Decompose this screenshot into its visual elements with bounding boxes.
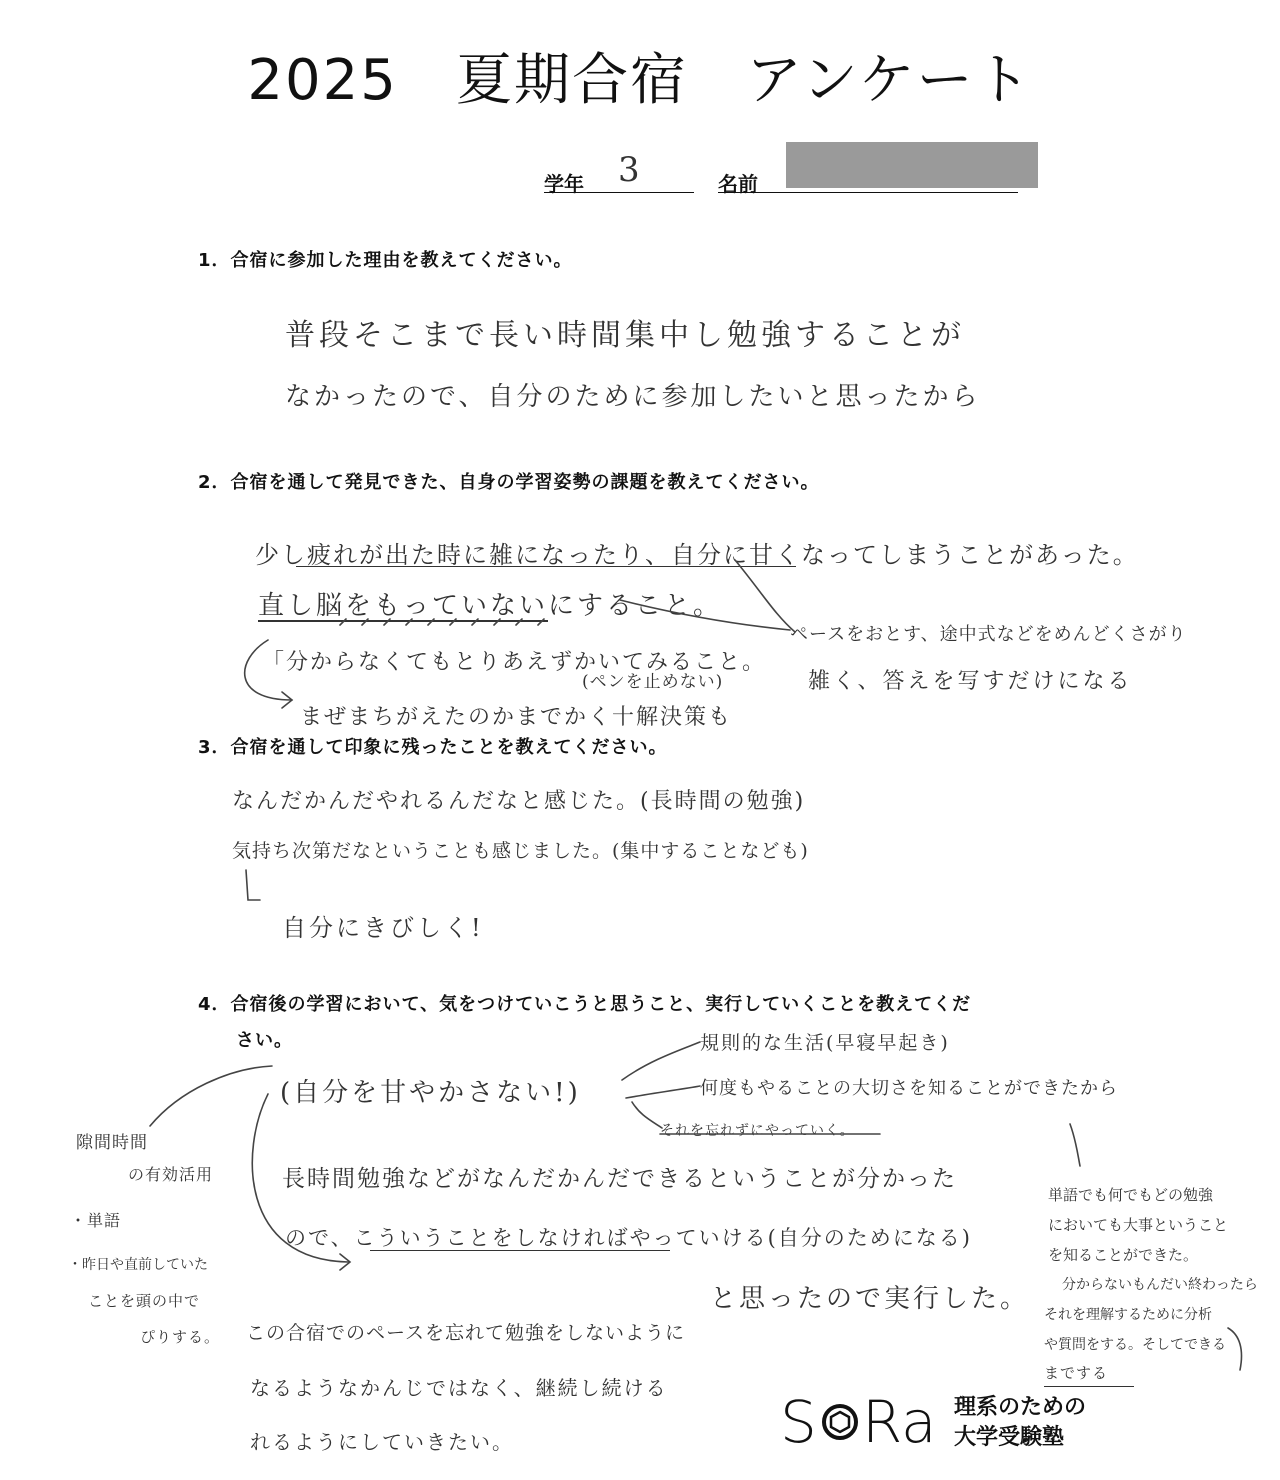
q4-bottom-line: れるようにしていきたい。 [250,1430,514,1454]
logo-tagline-2: 大学受験塾 [954,1425,1065,1450]
q4-left-note: ことを頭の中で [88,1292,201,1310]
q4-left-note: ・単語 [70,1211,122,1230]
q2-answer-line: 少し疲れが出た時に雑になったり、自分に甘くなってしまうことがあった。 [255,541,1139,569]
q4-left-note: ぴりする。 [140,1328,221,1346]
q3-answer-line: 気持ち次第だなということも感じました。(集中することなども) [232,840,809,862]
q4-answer-line: と思ったので実行した。 [710,1284,1030,1314]
question-2: 2．合宿を通して発見できた、自身の学習姿勢の課題を教えてください。 [198,472,820,493]
q2-answer-line: まぜまちがえたのかまでかく十解決策も [300,705,733,730]
q4-bottom-line: なるようなかんじではなく、継続し続ける [250,1376,668,1400]
q4-left-note: の有効活用 [128,1165,214,1184]
question-1: 1．合宿に参加した理由を教えてください。 [198,250,573,271]
svg-text:Ra: Ra [862,1388,937,1452]
name-label: 名前 [718,172,758,196]
q4-answer-line: ので、こういうことをしなければやっていける(自分のためになる) [285,1226,972,1250]
q4-right-note: までする [1044,1364,1109,1382]
q2-answer-line: 直し脳をもっていないにすること。 [258,591,723,621]
page-title: 2025 夏期合宿 アンケート [247,48,1033,113]
question-4-cont: さい。 [236,1030,293,1051]
q2-answer-line: 「分からなくてもとりあえずかいてみること。 [262,650,767,675]
q4-branch: それを忘れずにやっていく。 [660,1123,855,1139]
q4-branch: 何度もやることの大切さを知ることができたから [700,1078,1118,1099]
q4-left-note: ・昨日や直前していた [68,1257,208,1273]
q4-right-note: それを理解するために分析 [1044,1307,1212,1323]
sora-logo [780,1388,960,1452]
q4-right-note: においても大事ということ [1048,1216,1229,1234]
grade-value: 3 [618,150,644,190]
q4-right-note: 分からないもんだい終わったら [1062,1277,1258,1293]
q3-answer-line: なんだかんだやれるんだなと感じた。(長時間の勉強) [232,789,806,814]
svg-text:S: S [780,1388,817,1452]
question-3: 3．合宿を通して印象に残ったことを教えてください。 [198,737,668,758]
q4-answer-line: 長時間勉強などがなんだかんだできるということが分かった [282,1166,957,1192]
q4-right-note: や質問をする。そしてできる [1044,1337,1226,1353]
q1-answer-line: なかったので、自分のために参加したいと思ったから [285,382,981,412]
q4-right-note: を知ることができた。 [1048,1246,1199,1264]
q4-left-note: 隙間時間 [76,1133,148,1153]
logo-tagline-1: 理系のための [954,1395,1087,1420]
q1-answer-line: 普段そこまで長い時間集中し勉強することが [285,318,965,353]
grade-label: 学年 [544,172,584,196]
q4-branch: 規則的な生活(早寝早起き) [700,1032,950,1054]
q4-center-phrase: (自分を甘やかさない!) [280,1078,581,1108]
q2-note: 雑く、答えを写すだけになる [808,669,1133,694]
q2-note: ペースをおとす、途中式などをめんどくさがり [790,624,1187,645]
q4-bottom-line: この合宿でのペースを忘れて勉強をしないように [246,1322,686,1344]
q2-answer-aside: (ペンを止めない) [582,672,724,692]
q4-right-note: 単語でも何でもどの勉強 [1048,1186,1214,1204]
q3-answer-line: 自分にきびしく! [282,914,484,942]
sora-logo-mark [780,1388,950,1452]
question-4: 4．合宿後の学習において、気をつけていこうと思うこと、実行していくことを教えてくだ [198,994,972,1015]
